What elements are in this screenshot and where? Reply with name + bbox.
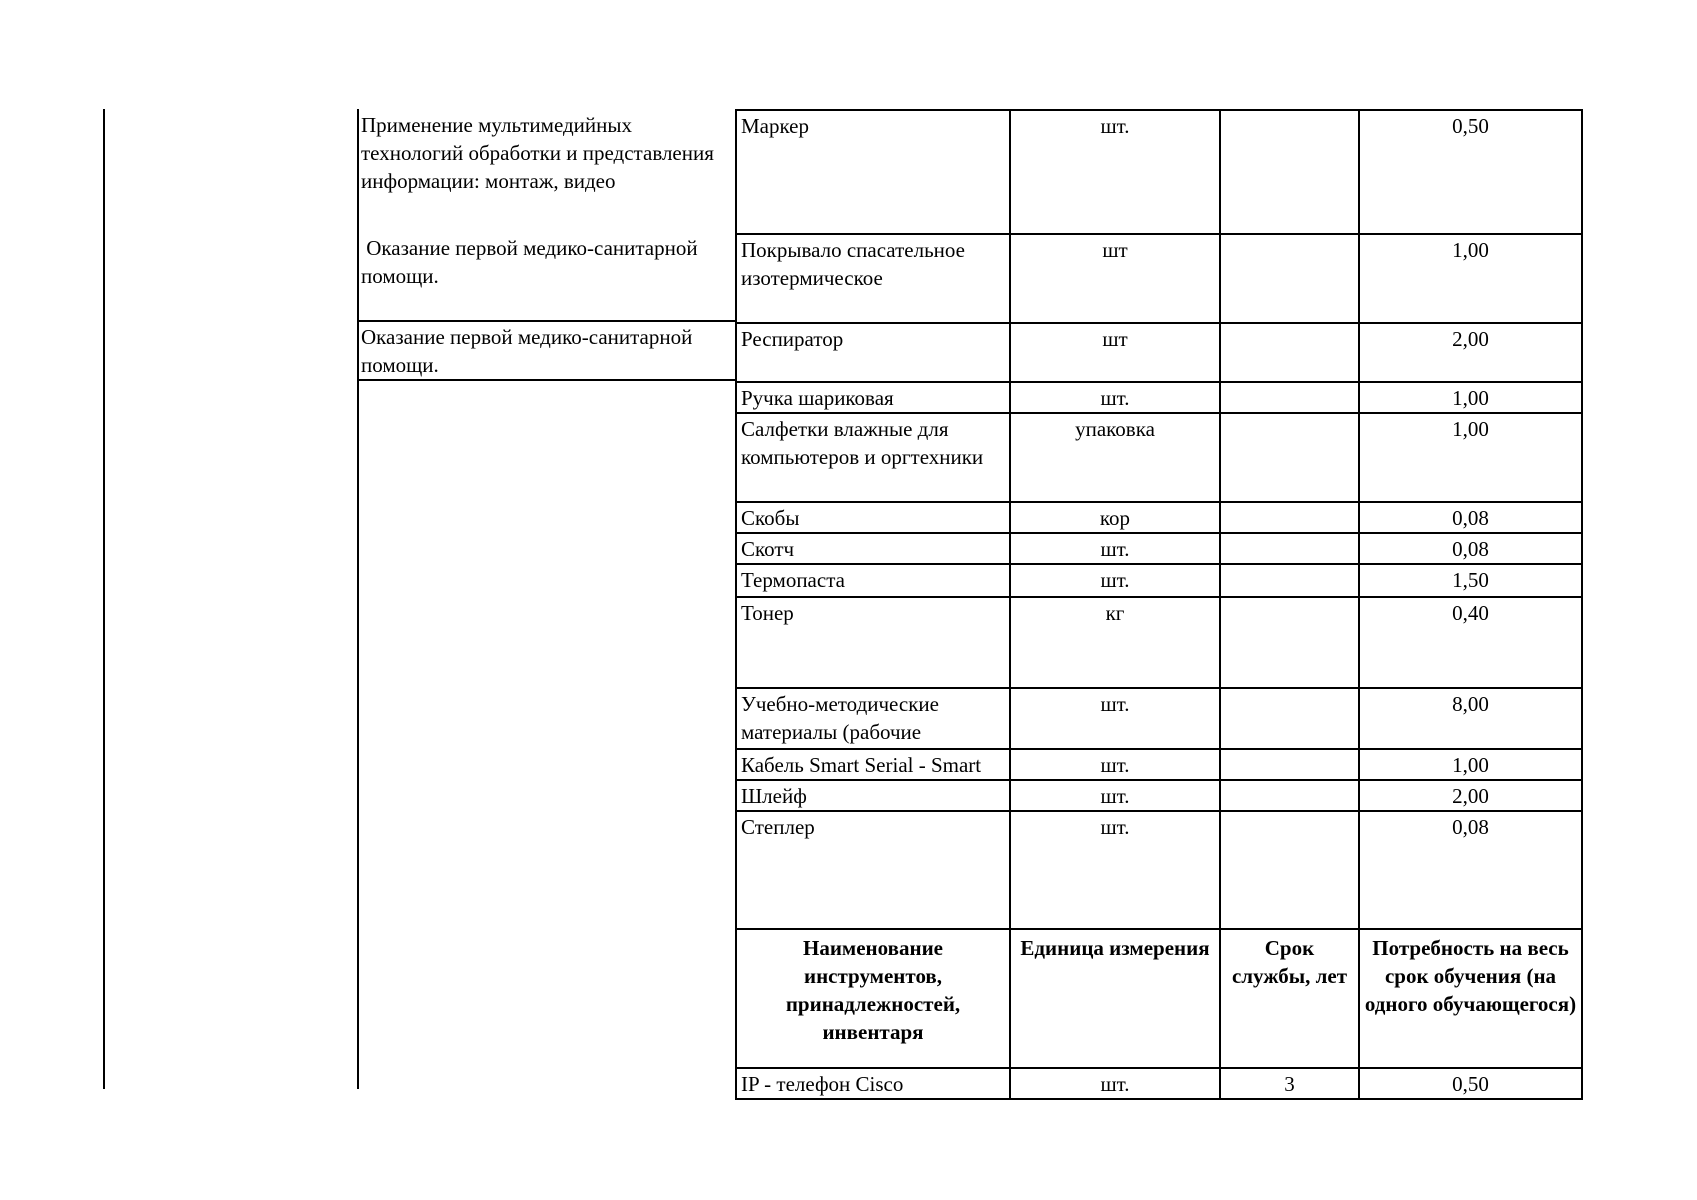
item-life bbox=[1220, 533, 1359, 564]
item-name: Шлейф bbox=[736, 780, 1010, 811]
topic-multimedia: Применение мультимедийных технологий обработки и представления информации: монтаж, видео bbox=[361, 113, 714, 193]
table-row bbox=[736, 688, 1582, 749]
tools-header-row bbox=[736, 929, 1582, 1068]
item-qty: 0,50 bbox=[1359, 1068, 1582, 1099]
header-qty: Потребность на весь срок обучения (на одного обучающегося) bbox=[1359, 929, 1582, 1068]
item-unit: шт. bbox=[1010, 780, 1220, 811]
item-qty: 1,50 bbox=[1359, 564, 1582, 597]
table-row bbox=[736, 564, 1582, 597]
item-life bbox=[1220, 234, 1359, 323]
item-qty: 0,50 bbox=[1359, 110, 1582, 234]
left-border-line bbox=[103, 109, 105, 1089]
table-row bbox=[736, 780, 1582, 811]
item-unit: кг bbox=[1010, 597, 1220, 688]
item-name: Ручка шариковая bbox=[736, 382, 1010, 413]
header-life: Срок службы, лет bbox=[1220, 929, 1359, 1068]
item-qty: 2,00 bbox=[1359, 780, 1582, 811]
item-qty: 0,08 bbox=[1359, 502, 1582, 533]
item-life bbox=[1220, 502, 1359, 533]
item-name: Тонер bbox=[736, 597, 1010, 688]
item-qty: 1,00 bbox=[1359, 749, 1582, 780]
table-row bbox=[736, 234, 1582, 323]
item-name: Респиратор bbox=[736, 323, 1010, 382]
topic-first-aid-1: Оказание первой медико-санитарной помощи. bbox=[361, 236, 703, 288]
item-unit: шт. bbox=[1010, 811, 1220, 929]
table-row bbox=[736, 533, 1582, 564]
table-row bbox=[736, 110, 1582, 234]
item-unit: шт. bbox=[1010, 564, 1220, 597]
item-unit: шт. bbox=[1010, 110, 1220, 234]
item-life bbox=[1220, 564, 1359, 597]
item-unit: шт. bbox=[1010, 533, 1220, 564]
table-row bbox=[736, 323, 1582, 382]
item-qty: 8,00 bbox=[1359, 688, 1582, 749]
materials-table bbox=[735, 109, 1583, 1100]
item-name: Степлер bbox=[736, 811, 1010, 929]
item-name: Термопаста bbox=[736, 564, 1010, 597]
table-row bbox=[736, 502, 1582, 533]
item-life bbox=[1220, 382, 1359, 413]
section-divider-line bbox=[357, 109, 359, 1089]
item-unit: шт. bbox=[1010, 688, 1220, 749]
item-name: Покрывало спасательное изотермическое bbox=[736, 234, 1010, 323]
header-name: Наименование инструментов, принадлежностей, инвентаря bbox=[736, 929, 1010, 1068]
item-name: Учебно-методические материалы (рабочие bbox=[736, 688, 1010, 749]
item-name: Салфетки влажные для компьютеров и оргтехники bbox=[736, 413, 1010, 502]
item-life bbox=[1220, 323, 1359, 382]
item-unit: шт bbox=[1010, 323, 1220, 382]
item-unit: шт. bbox=[1010, 749, 1220, 780]
item-life bbox=[1220, 413, 1359, 502]
item-qty: 1,00 bbox=[1359, 382, 1582, 413]
item-unit: шт. bbox=[1010, 382, 1220, 413]
item-name: Скобы bbox=[736, 502, 1010, 533]
item-unit: шт bbox=[1010, 234, 1220, 323]
item-qty: 2,00 bbox=[1359, 323, 1582, 382]
item-qty: 0,40 bbox=[1359, 597, 1582, 688]
item-life bbox=[1220, 749, 1359, 780]
item-life: 3 bbox=[1220, 1068, 1359, 1099]
table-row bbox=[736, 811, 1582, 929]
item-qty: 1,00 bbox=[1359, 413, 1582, 502]
header-unit: Единица измерения bbox=[1010, 929, 1220, 1068]
item-name: Скотч bbox=[736, 533, 1010, 564]
item-unit: кор bbox=[1010, 502, 1220, 533]
item-life bbox=[1220, 110, 1359, 234]
item-life bbox=[1220, 597, 1359, 688]
item-name: Кабель Smart Serial - Smart bbox=[736, 749, 1010, 780]
item-unit: шт. bbox=[1010, 1068, 1220, 1099]
item-name: IP - телефон Cisco bbox=[736, 1068, 1010, 1099]
item-qty: 0,08 bbox=[1359, 533, 1582, 564]
table-row bbox=[736, 1068, 1582, 1099]
item-life bbox=[1220, 811, 1359, 929]
item-qty: 1,00 bbox=[1359, 234, 1582, 323]
item-life bbox=[1220, 780, 1359, 811]
topic-first-aid-2: Оказание первой медико-санитарной помощи. bbox=[361, 325, 693, 377]
item-name: Маркер bbox=[736, 110, 1010, 234]
item-life bbox=[1220, 688, 1359, 749]
table-row bbox=[736, 749, 1582, 780]
table-row bbox=[736, 382, 1582, 413]
topic-divider-1 bbox=[357, 320, 737, 322]
item-qty: 0,08 bbox=[1359, 811, 1582, 929]
topic-divider-2 bbox=[357, 379, 737, 381]
table-row bbox=[736, 597, 1582, 688]
item-unit: упаковка bbox=[1010, 413, 1220, 502]
table-row bbox=[736, 413, 1582, 502]
